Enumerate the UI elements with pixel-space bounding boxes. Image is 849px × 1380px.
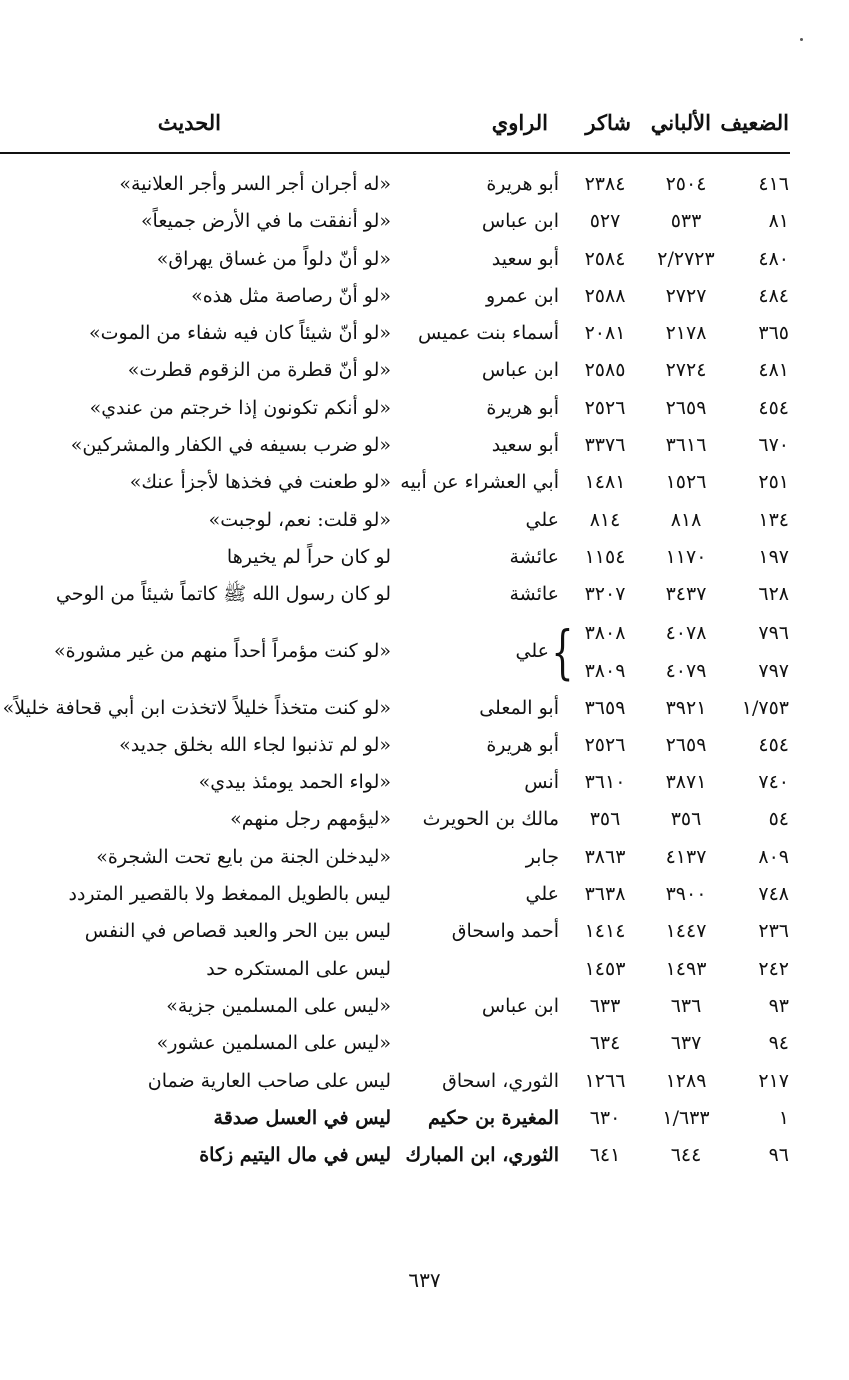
narrator: ابن عمرو — [485, 284, 559, 307]
shakir-number: ٦٣٤ — [589, 1032, 621, 1055]
shakir-number: ٣٨٠٩ — [584, 659, 626, 682]
albani-number: ١٤٩٣ — [665, 957, 707, 980]
shakir-number: ١١٥٤ — [584, 545, 626, 568]
narrator: أبو سعيد — [491, 247, 559, 270]
hadith-text: «لو أنّ رصاصة مثل هذه» — [191, 284, 391, 307]
narrator: مالك بن الحويرث — [422, 808, 559, 831]
albani-number: ٣٨٧١ — [665, 771, 707, 794]
shakir-number: ٦٣٠ — [589, 1106, 621, 1129]
shakir-number: ٨١٤ — [589, 508, 621, 531]
shakir-number: ٣٦١٠ — [584, 771, 626, 794]
shakir-number: ٢٥٨٨ — [584, 284, 626, 307]
albani-number: ٢/٢٧٢٣ — [657, 247, 715, 270]
albani-number: ٢٦٥٩ — [665, 733, 707, 756]
albani-number: ١٥٢٦ — [665, 471, 707, 494]
grouping-brace: } — [551, 617, 574, 686]
narrator: أنس — [524, 771, 559, 794]
hadith-text: «ليس على المسلمين عشور» — [156, 1032, 391, 1055]
narrator: الثوري، اسحاق — [442, 1069, 559, 1092]
hadith-text: «لو طعنت في فخذها لأجزأ عنك» — [129, 471, 391, 494]
daif-number-pair — [729, 614, 789, 690]
albani-number: ٣٩٠٠ — [665, 883, 707, 906]
hadith-text: ليس على صاحب العارية ضمان — [147, 1069, 391, 1092]
speck — [800, 38, 803, 41]
shakir-number: ١٢٦٦ — [584, 1069, 626, 1092]
table-row — [0, 876, 849, 913]
narrator: جابر — [525, 845, 559, 868]
daif-number: ٨١ — [768, 210, 789, 233]
narrator: ابن عباس — [481, 994, 559, 1017]
shakir-number: ٦٣٣ — [589, 994, 621, 1017]
albani-number: ٣٤٣٧ — [665, 583, 707, 606]
table-row — [0, 315, 849, 352]
daif-number: ٤١٦ — [758, 173, 789, 195]
narrator: علي — [525, 883, 559, 906]
daif-number: ١/٧٥٣ — [741, 696, 789, 719]
table-row — [0, 839, 849, 876]
header-daif: الضعيف — [720, 110, 789, 135]
table-row — [0, 166, 849, 203]
daif-number: ٩٦ — [768, 1144, 789, 1167]
hadith-text: «ليؤمهم رجل منهم» — [230, 808, 391, 831]
narrator: علي — [525, 508, 559, 531]
daif-number: ٣٦٥ — [758, 322, 789, 345]
daif-number: ٤٨٠ — [758, 247, 789, 270]
hadith-text: «لو أنّ دلواً من غساق يهراق» — [156, 247, 391, 270]
table-row — [0, 278, 849, 315]
hadith-text: «له أجران أجر السر وأجر العلانية» — [119, 173, 391, 195]
shakir-number: ٢٥٨٤ — [584, 247, 626, 270]
narrator: ابن عباس — [481, 359, 559, 382]
daif-number: ٤٥٤ — [758, 396, 789, 419]
shakir-number: ٢٠٨١ — [584, 322, 626, 345]
albani-number: ٢١٧٨ — [665, 322, 707, 345]
narrator: عائشة — [509, 583, 559, 606]
table-row — [0, 576, 849, 613]
daif-number: ٧٤٠ — [758, 771, 789, 794]
shakir-number: ٣٦٥٩ — [584, 696, 626, 719]
narrator: أبو هريرة — [486, 173, 559, 195]
table-row — [0, 427, 849, 464]
daif-number: ٢٤٢ — [758, 957, 789, 980]
narrator: علي — [515, 639, 549, 662]
table-row — [0, 203, 849, 240]
daif-number: ٧٩٧ — [758, 659, 789, 682]
hadith-text: «لو أنفقت ما في الأرض جميعاً» — [140, 210, 391, 233]
table-row — [0, 352, 849, 389]
daif-number: ٤٨١ — [758, 359, 789, 382]
hadith-text: «لو كنت مؤمراً أحداً منهم من غير مشورة» — [54, 639, 391, 662]
shakir-number: ٣٨٠٨ — [584, 621, 626, 644]
table-row — [0, 1063, 849, 1100]
hadith-text: «ليس على المسلمين جزية» — [166, 994, 391, 1017]
shakir-number: ٣٨٦٣ — [584, 845, 626, 868]
shakir-number: ٣٦٣٨ — [584, 883, 626, 906]
daif-number: ٢٥١ — [758, 471, 789, 494]
narrator: أبو المعلى — [479, 696, 559, 719]
daif-number: ١٩٧ — [758, 545, 789, 568]
table-row — [0, 801, 849, 838]
table-row — [0, 390, 849, 427]
table-row — [0, 539, 849, 576]
hadith-text: «لو قلت: نعم، لوجبت» — [208, 508, 391, 531]
header-rule — [0, 152, 790, 154]
albani-number: ٦٣٦ — [670, 994, 702, 1017]
albani-number: ١٤٤٧ — [665, 920, 707, 943]
albani-number: ٤٠٧٨ — [665, 621, 707, 644]
hadith-text: ليس في مال اليتيم زكاة — [199, 1144, 391, 1167]
albani-number: ٦٤٤ — [670, 1144, 702, 1167]
table-row — [0, 764, 849, 801]
table-row — [0, 727, 849, 764]
daif-number: ١ — [778, 1106, 789, 1129]
daif-number: ٥٤ — [768, 808, 789, 831]
header-albani: الألباني — [650, 110, 711, 135]
shakir-number: ٦٤١ — [589, 1144, 621, 1167]
hadith-text: ليس في العسل صدقة — [213, 1106, 391, 1129]
hadith-text: «لو لم تذنبوا لجاء الله بخلق جديد» — [119, 733, 391, 756]
daif-number: ٧٩٦ — [758, 621, 789, 644]
hadith-text: لو كان حراً لم يخيرها — [226, 545, 391, 568]
table-row — [0, 1137, 849, 1174]
narrator: أبي العشراء عن أبيه — [400, 471, 559, 494]
daif-number: ٧٤٨ — [758, 883, 789, 906]
albani-number: ٨١٨ — [670, 508, 702, 531]
shakir-number: ١٤٨١ — [584, 471, 626, 494]
table-row — [0, 241, 849, 278]
table-row — [0, 913, 849, 950]
hadith-text: «ليدخلن الجنة من بايع تحت الشجرة» — [96, 845, 391, 868]
daif-number: ٩٤ — [768, 1032, 789, 1055]
albani-number: ٢٧٢٤ — [665, 359, 707, 382]
table-row — [0, 690, 849, 727]
albani-number: ٢٦٥٩ — [665, 396, 707, 419]
header-rawi: الراوي — [491, 110, 548, 135]
albani-number: ١٢٨٩ — [665, 1069, 707, 1092]
albani-number: ٢٧٢٧ — [665, 284, 707, 307]
shakir-number: ٢٥٢٦ — [584, 733, 626, 756]
page-number: ٦٣٧ — [408, 1268, 441, 1292]
narrator: الثوري، ابن المبارك — [405, 1144, 559, 1167]
shakir-number: ٣٢٠٧ — [584, 583, 626, 606]
daif-number: ٨٠٩ — [758, 845, 789, 868]
table-row — [0, 988, 849, 1025]
shakir-number: ٣٥٦ — [589, 808, 621, 831]
albani-number: ١/٦٣٣ — [662, 1106, 710, 1129]
shakir-number: ٢٥٢٦ — [584, 396, 626, 419]
daif-number: ٩٣ — [768, 994, 789, 1017]
shakir-number: ١٤١٤ — [584, 920, 626, 943]
daif-number: ٢٣٦ — [758, 920, 789, 943]
shakir-number: ٣٣٧٦ — [584, 434, 626, 457]
albani-number: ٦٣٧ — [670, 1032, 702, 1055]
albani-number: ٥٣٣ — [670, 210, 702, 233]
hadith-text: ليس بالطويل الممغط ولا بالقصير المتردد — [68, 883, 391, 906]
hadith-text: «لو أنّ شيئاً كان فيه شفاء من الموت» — [89, 322, 391, 345]
narrator: أبو هريرة — [486, 396, 559, 419]
table-row-grouped — [0, 614, 849, 690]
table-row — [0, 951, 849, 988]
daif-number: ٦٧٠ — [758, 434, 789, 457]
hadith-text: لو كان رسول الله ﷺ كاتماً شيئاً من الوحي — [55, 583, 391, 606]
albani-number: ٣٦١٦ — [665, 434, 707, 457]
daif-number: ٦٢٨ — [758, 583, 789, 606]
table-row — [0, 502, 849, 539]
table-row — [0, 1025, 849, 1062]
albani-number-pair — [646, 614, 726, 690]
table-body — [0, 166, 849, 1174]
daif-number: ٢١٧ — [758, 1069, 789, 1092]
hadith-text: «لو أنكم تكونون إذا خرجتم من عندي» — [89, 396, 391, 419]
shakir-number: ٥٢٧ — [589, 210, 621, 233]
shakir-number: ١٤٥٣ — [584, 957, 626, 980]
shakir-number: ٢٣٨٤ — [584, 173, 626, 195]
hadith-text: ليس بين الحر والعبد قصاص في النفس — [84, 920, 391, 943]
hadith-text: ليس على المستكره حد — [206, 957, 391, 980]
shakir-number: ٢٥٨٥ — [584, 359, 626, 382]
header-hadith: الحديث — [157, 110, 221, 135]
albani-number: ٣٩٢١ — [665, 696, 707, 719]
albani-number: ٤١٣٧ — [665, 845, 707, 868]
daif-number: ١٣٤ — [758, 508, 789, 531]
shakir-number-pair — [570, 614, 640, 690]
table-row — [0, 1100, 849, 1137]
narrator: عائشة — [509, 545, 559, 568]
albani-number: ٤٠٧٩ — [665, 659, 707, 682]
hadith-text: «لو ضرب بسيفه في الكفار والمشركين» — [70, 434, 391, 457]
narrator: أسماء بنت عميس — [418, 322, 559, 345]
hadith-text: «لو كنت متخذاً خليلاً لاتخذت ابن أبي قحافة خليلاً» — [2, 696, 391, 719]
narrator: أبو هريرة — [486, 733, 559, 756]
narrator: ابن عباس — [481, 210, 559, 233]
daif-number: ٤٨٤ — [758, 284, 789, 307]
table-row — [0, 464, 849, 501]
narrator: أبو سعيد — [491, 434, 559, 457]
albani-number: ١١٧٠ — [665, 545, 707, 568]
albani-number: ٢٥٠٤ — [665, 173, 707, 195]
narrator: المغيرة بن حكيم — [428, 1106, 559, 1129]
narrator: أحمد واسحاق — [451, 920, 559, 943]
albani-number: ٣٥٦ — [670, 808, 702, 831]
table-header — [0, 110, 849, 150]
daif-number: ٤٥٤ — [758, 733, 789, 756]
hadith-text: «لو أنّ قطرة من الزقوم قطرت» — [127, 359, 391, 382]
hadith-text: «لواء الحمد يومئذ بيدي» — [198, 771, 391, 794]
header-shakir: شاكر — [585, 110, 631, 135]
